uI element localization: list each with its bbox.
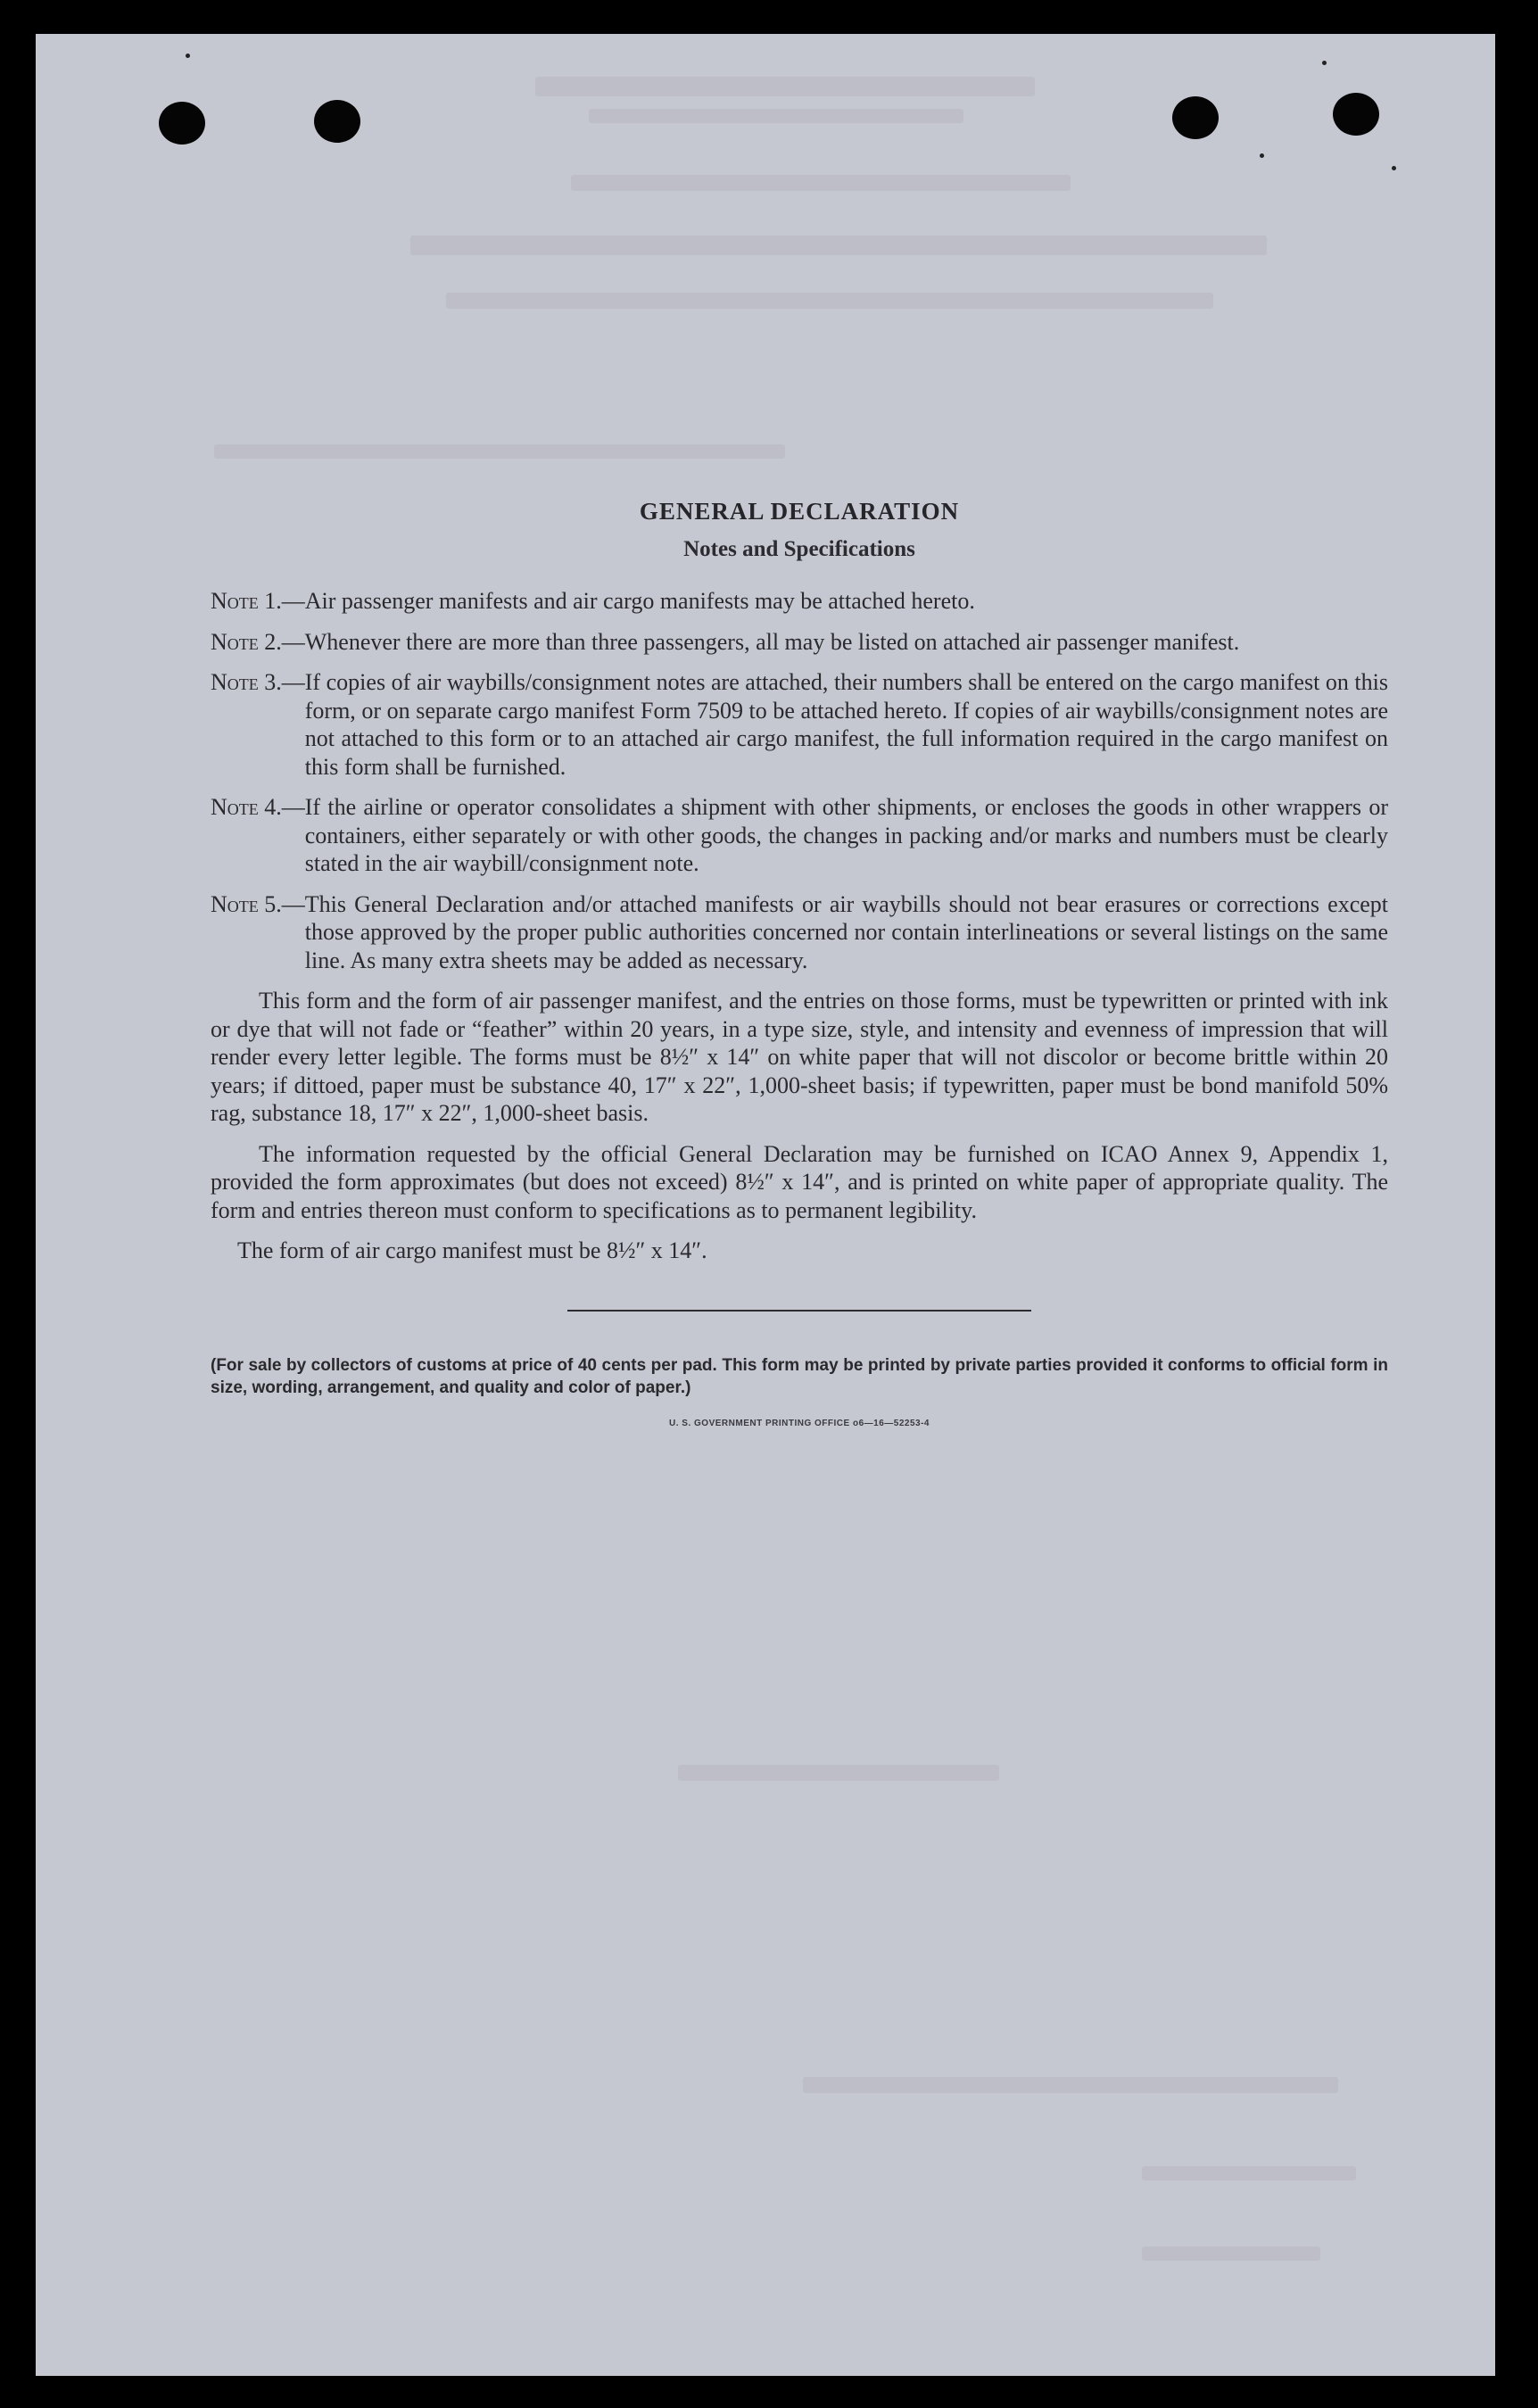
bleed-through-mark [214, 444, 785, 459]
paragraph-icao-annex: The information requested by the official General Declaration may be furnished on ICAO Annex 9, Appendix 1, provided the form approximates (but does not exceed) 8½″ x 14″, and is printed on white paper of appropriate quality. The form and entries thereon must conform to specifications as to permanent legibility. [211, 1140, 1388, 1223]
note-label: Note 1. [211, 588, 282, 614]
note-dash: — [281, 890, 305, 917]
speck [1392, 166, 1396, 170]
bleed-through-mark [678, 1765, 999, 1781]
bleed-through-mark [571, 175, 1071, 191]
punch-hole-right-2 [1333, 93, 1379, 136]
document-title: GENERAL DECLARATION [639, 498, 960, 525]
punch-hole-right-1 [1172, 96, 1219, 139]
bleed-through-mark [1142, 2247, 1320, 2261]
note-dash: — [281, 628, 305, 655]
printer-imprint: U. S. GOVERNMENT PRINTING OFFICE o6—16—52253-4 [669, 1418, 930, 1428]
note-label: Note 5. [211, 890, 282, 917]
note-text: Whenever there are more than three passengers, all may be listed on attached air passenger manifest. [304, 628, 1240, 655]
note-dash: — [281, 794, 305, 820]
note-label: Note 2. [211, 628, 282, 655]
punch-hole-left-1 [159, 102, 205, 145]
divider-rule [567, 1310, 1031, 1312]
note-5 [211, 890, 1388, 975]
note-text: If the airline or operator consolidates a shipment with other shipments, or encloses the goods in other wrappers or containers, either separately or with other goods, the changes in packing and/or marks and numbers must be clearly stated in the air waybill/consignment note. [304, 794, 1388, 876]
speck [1322, 61, 1327, 65]
note-label: Note 4. [211, 794, 282, 820]
note-dash: — [281, 669, 305, 695]
paragraph-cargo-manifest-size: The form of air cargo manifest must be 8½″ x 14″. [237, 1237, 707, 1263]
note-1 [211, 587, 1388, 616]
document-page [36, 34, 1495, 2376]
bleed-through-mark [535, 77, 1035, 96]
bleed-through-mark [410, 236, 1267, 255]
note-2 [211, 628, 1388, 657]
note-label: Note 3. [211, 669, 282, 695]
note-dash: — [281, 588, 305, 614]
bleed-through-mark [446, 293, 1213, 309]
speck [186, 54, 190, 58]
paragraph-form-requirements: This form and the form of air passenger manifest, and the entries on those forms, must be typewritten or printed with ink or dye that will not fade or “feather” within 20 years, in a type size, style, and intensity and evenness of impression that will render every letter legible. The forms must be 8½″ x 14″ on white paper that will not discolor or become brittle within 20 years; if dittoed, paper must be substance 40, 17″ x 22″, 1,000-sheet basis; if typewritten, paper must be bond manifold 50% rag, substance 18, 17″ x 22″, 1,000-sheet basis. [211, 988, 1388, 1126]
note-text: This General Declaration and/or attached manifests or air waybills should not bear erasures or corrections except those approved by the proper public authorities concerned nor contain interlineations or several listings on the same line. As many extra sheets may be added as necessary. [304, 890, 1388, 973]
speck [1260, 153, 1264, 158]
document-subtitle: Notes and Specifications [683, 537, 915, 561]
sale-note: (For sale by collectors of customs at price of 40 cents per pad. This form may be printed by private parties provided it conforms to official form in size, wording, arrangement, and quality and color of paper.) [211, 1355, 1388, 1397]
note-text: Air passenger manifests and air cargo manifests may be attached hereto. [304, 588, 975, 614]
document-content [211, 496, 1388, 1428]
note-4 [211, 793, 1388, 878]
notes-list [211, 587, 1388, 974]
punch-hole-left-2 [314, 100, 360, 143]
bleed-through-mark [803, 2077, 1338, 2093]
note-text: If copies of air waybills/consignment notes are attached, their numbers shall be entered on the cargo manifest on this form, or on separate cargo manifest Form 7509 to be attached hereto. If copies of air waybills/consignment notes are not attached to this form or to an attached air cargo manifest, the full information required in the cargo manifest on this form shall be furnished. [304, 669, 1388, 780]
note-3 [211, 668, 1388, 781]
bleed-through-mark [589, 109, 963, 123]
bleed-through-mark [1142, 2166, 1356, 2180]
